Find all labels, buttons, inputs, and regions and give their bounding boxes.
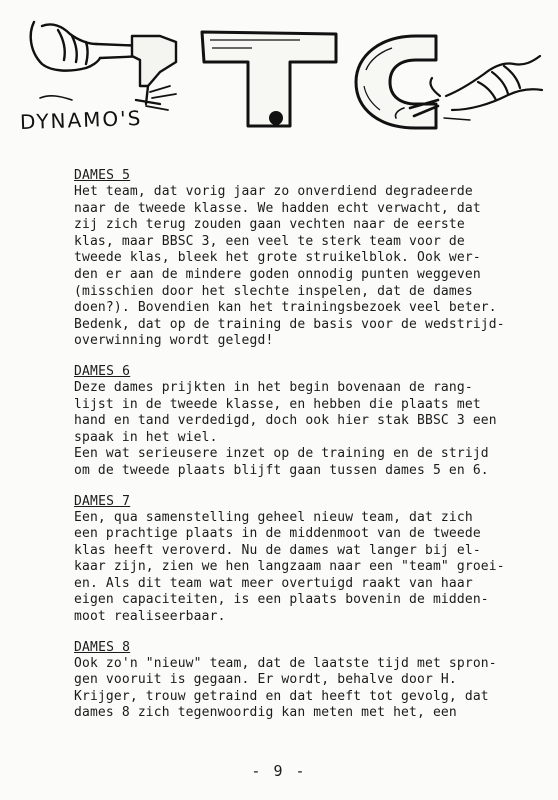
text-line: gen vooruit is gegaan. Er wordt, behalve door H. <box>74 672 457 688</box>
text-line: Bedenk, dat op de training de basis voor de wedstrijd- <box>74 316 505 332</box>
text-line: hand en tand verdedigd, doch ook hier stak BBSC 3 een <box>74 413 497 429</box>
letter-t-graphic <box>202 32 336 126</box>
text-line: Krijger, trouw getraind en dat heeft tot gevolg, dat <box>74 688 489 704</box>
text-line: doen?). Bovendien kan het trainingsbezoek veel beter. <box>74 300 497 316</box>
hammer-hand-icon <box>31 22 176 110</box>
section-dames-5 <box>74 168 534 350</box>
text-line: spaak in het wiel. <box>74 429 218 445</box>
text-line: Het team, dat vorig jaar zo onverdiend degradeerde <box>74 184 473 199</box>
text-line: den er aan de mindere goden onnodig punten weggeven <box>74 266 481 282</box>
section-heading: DAMES 8 <box>74 639 131 655</box>
t-dot-icon <box>269 111 283 125</box>
text-line: (misschien door het slechte inspelen, dat de dames <box>74 283 473 299</box>
page-number: - 9 - <box>251 762 307 780</box>
text-line: lijst in de tweede klasse, en hebben die plaats met <box>74 396 481 412</box>
club-name-label: DYNAMO'S <box>19 105 143 135</box>
text-line: naar de tweede klasse. We hadden echt verwacht, dat <box>74 200 481 216</box>
text-line: Ook zo'n "nieuw" team, dat de laatste tijd met spron- <box>74 655 497 671</box>
section-dames-6 <box>74 364 534 480</box>
section-dames-7 <box>74 494 534 626</box>
masthead <box>0 0 558 160</box>
section-heading: DAMES 7 <box>74 493 131 509</box>
masthead-illustration <box>0 0 558 160</box>
text-line: en. Als dit team wat meer overtuigd raakt van haar <box>74 575 473 591</box>
section-heading: DAMES 5 <box>74 168 131 183</box>
section-heading: DAMES 6 <box>74 363 131 379</box>
text-line: om de tweede plaats blijft gaan tussen dames 5 en 6. <box>74 462 489 478</box>
text-line: dames 8 zich tegenwoordig kan meten met het, een <box>74 705 457 721</box>
text-line: klas, maar BBSC 3, een veel te sterk team voor de <box>74 233 465 249</box>
text-line: zij zich terug zouden gaan vechten naar de eerste <box>74 217 465 233</box>
text-line: Een wat serieusere inzet op de training en de strijd <box>74 446 489 462</box>
text-line: overwinning wordt gelegd! <box>74 333 274 349</box>
section-dames-8 <box>74 640 534 722</box>
text-line: een prachtige plaats in de middenmoot van de tweede <box>74 526 481 542</box>
text-line: klas heeft veroverd. Nu de dames wat langer bij el- <box>74 542 481 558</box>
text-line: eigen capaciteiten, is een plaats bovenin de midden- <box>74 592 489 608</box>
text-line: Een, qua samenstelling geheel nieuw team, dat zich <box>74 509 473 525</box>
text-line: moot realiseerbaar. <box>74 609 226 625</box>
text-line: Deze dames prijkten in het begin bovenaan de rang- <box>74 379 473 395</box>
text-line: kaar zijn, zien we hen langzaam naar een "team" groei- <box>74 559 505 575</box>
text-line: tweede klas, bleek het grote struikelblok. Ook wer- <box>74 250 481 266</box>
article-body <box>74 168 534 736</box>
